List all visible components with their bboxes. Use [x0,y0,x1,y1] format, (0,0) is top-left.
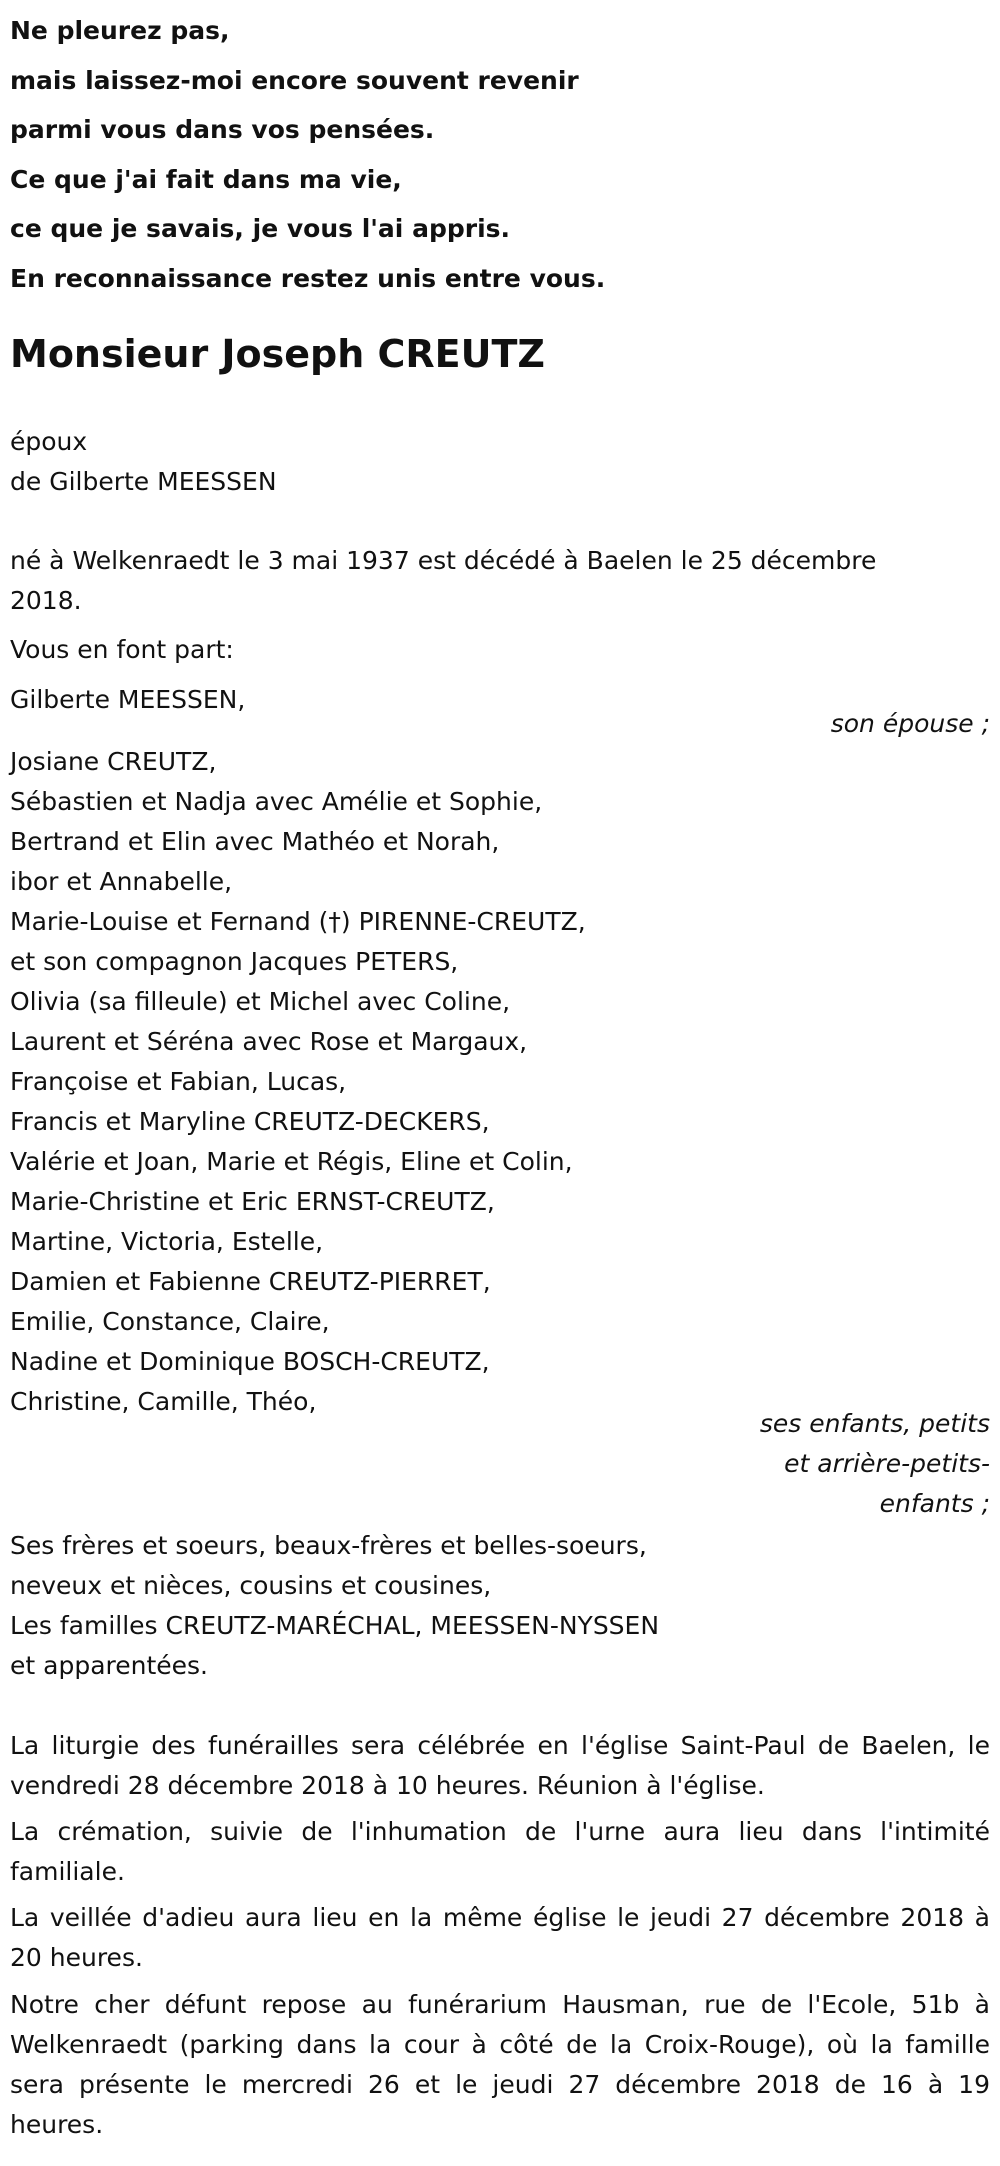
announcement-intro: Vous en font part: [10,635,234,664]
poem-line: ce que je savais, je vous l'ai appris. [10,214,511,243]
list-item: Josiane CREUTZ, [10,747,217,776]
poem-line: Ne pleurez pas, [10,16,230,45]
family-role-line: ses enfants, petits [759,1409,990,1438]
cremation-paragraph: La crémation, suivie de l'inhumation de l'urne aura lieu dans l'intimité familiale. [10,1817,990,1886]
poem-line: mais laissez-moi encore souvent revenir [10,65,579,95]
family-role-line: enfants ; [879,1489,990,1518]
family-role [690,1404,990,1524]
list-item: Françoise et Fabian, Lucas, [10,1067,347,1096]
poem-line: Ce que j'ai fait dans ma vie, [10,164,402,194]
birth-death-line: né à Welkenraedt le 3 mai 1937 est décédé à Baelen le 25 décembre [10,546,877,575]
spouse-entry: Gilberte MEESSEN, [10,685,246,714]
list-item: neveux et nièces, cousins et cousines, [10,1571,492,1600]
list-item: Ses frères et soeurs, beaux-frères et belles-soeurs, [10,1531,647,1560]
liturgy-paragraph: La liturgie des funérailles sera célébrée en l'église Saint-Paul de Baelen, le vendredi 28 décembre 2018 à 10 heures. Réunion à l'église. [10,1731,990,1800]
birth-death-block [10,541,990,621]
spouse-role: son épouse ; [830,709,990,738]
poem-line: parmi vous dans vos pensées. [10,115,435,144]
poem-line: En reconnaissance restez unis entre vous. [10,263,606,293]
spouse-name: de Gilberte MEESSEN [10,467,277,496]
list-item: Marie-Louise et Fernand (†) PIRENNE-CREUTZ, [10,907,586,936]
list-item: Les familles CREUTZ-MARÉCHAL, MEESSEN-NYSSEN [10,1611,660,1640]
list-item: Damien et Fabienne CREUTZ-PIERRET, [10,1267,491,1296]
birth-death-line: 2018. [10,586,82,615]
poem [10,6,970,303]
list-item: Christine, Camille, Théo, [10,1387,317,1416]
deceased-name: Monsieur Joseph CREUTZ [10,332,545,376]
family-list [10,742,990,1422]
list-item: Emilie, Constance, Claire, [10,1307,330,1336]
rest-paragraph: Notre cher défunt repose au funérarium Hausman, rue de l'Ecole, 51b à Welkenraedt (parking dans la cour à côté de la Croix-Rouge), où la famille sera présente le mercredi 26 et le jeudi 27 décembre 2018 de 16 à 19 heures. [10,1990,990,2139]
list-item: et son compagnon Jacques PETERS, [10,947,459,976]
list-item: Bertrand et Elin avec Mathéo et Norah, [10,827,500,856]
list-item: ibor et Annabelle, [10,867,233,896]
list-item: Francis et Maryline CREUTZ-DECKERS, [10,1107,490,1136]
list-item: Martine, Victoria, Estelle, [10,1227,324,1256]
list-item: Laurent et Séréna avec Rose et Margaux, [10,1027,528,1056]
list-item: Valérie et Joan, Marie et Régis, Eline et Colin, [10,1147,573,1176]
spouse-label: époux [10,427,88,456]
list-item: Sébastien et Nadja avec Amélie et Sophie, [10,787,543,816]
list-item: Olivia (sa filleule) et Michel avec Coline, [10,987,511,1016]
relatives-block [10,1526,990,1686]
list-item: et apparentées. [10,1651,208,1680]
family-role-line: et arrière-petits- [784,1449,990,1478]
spouse-block [10,422,990,502]
list-item: Marie-Christine et Eric ERNST-CREUTZ, [10,1187,495,1216]
list-item: Nadine et Dominique BOSCH-CREUTZ, [10,1347,490,1376]
vigil-paragraph: La veillée d'adieu aura lieu en la même église le jeudi 27 décembre 2018 à 20 heures. [10,1903,990,1972]
